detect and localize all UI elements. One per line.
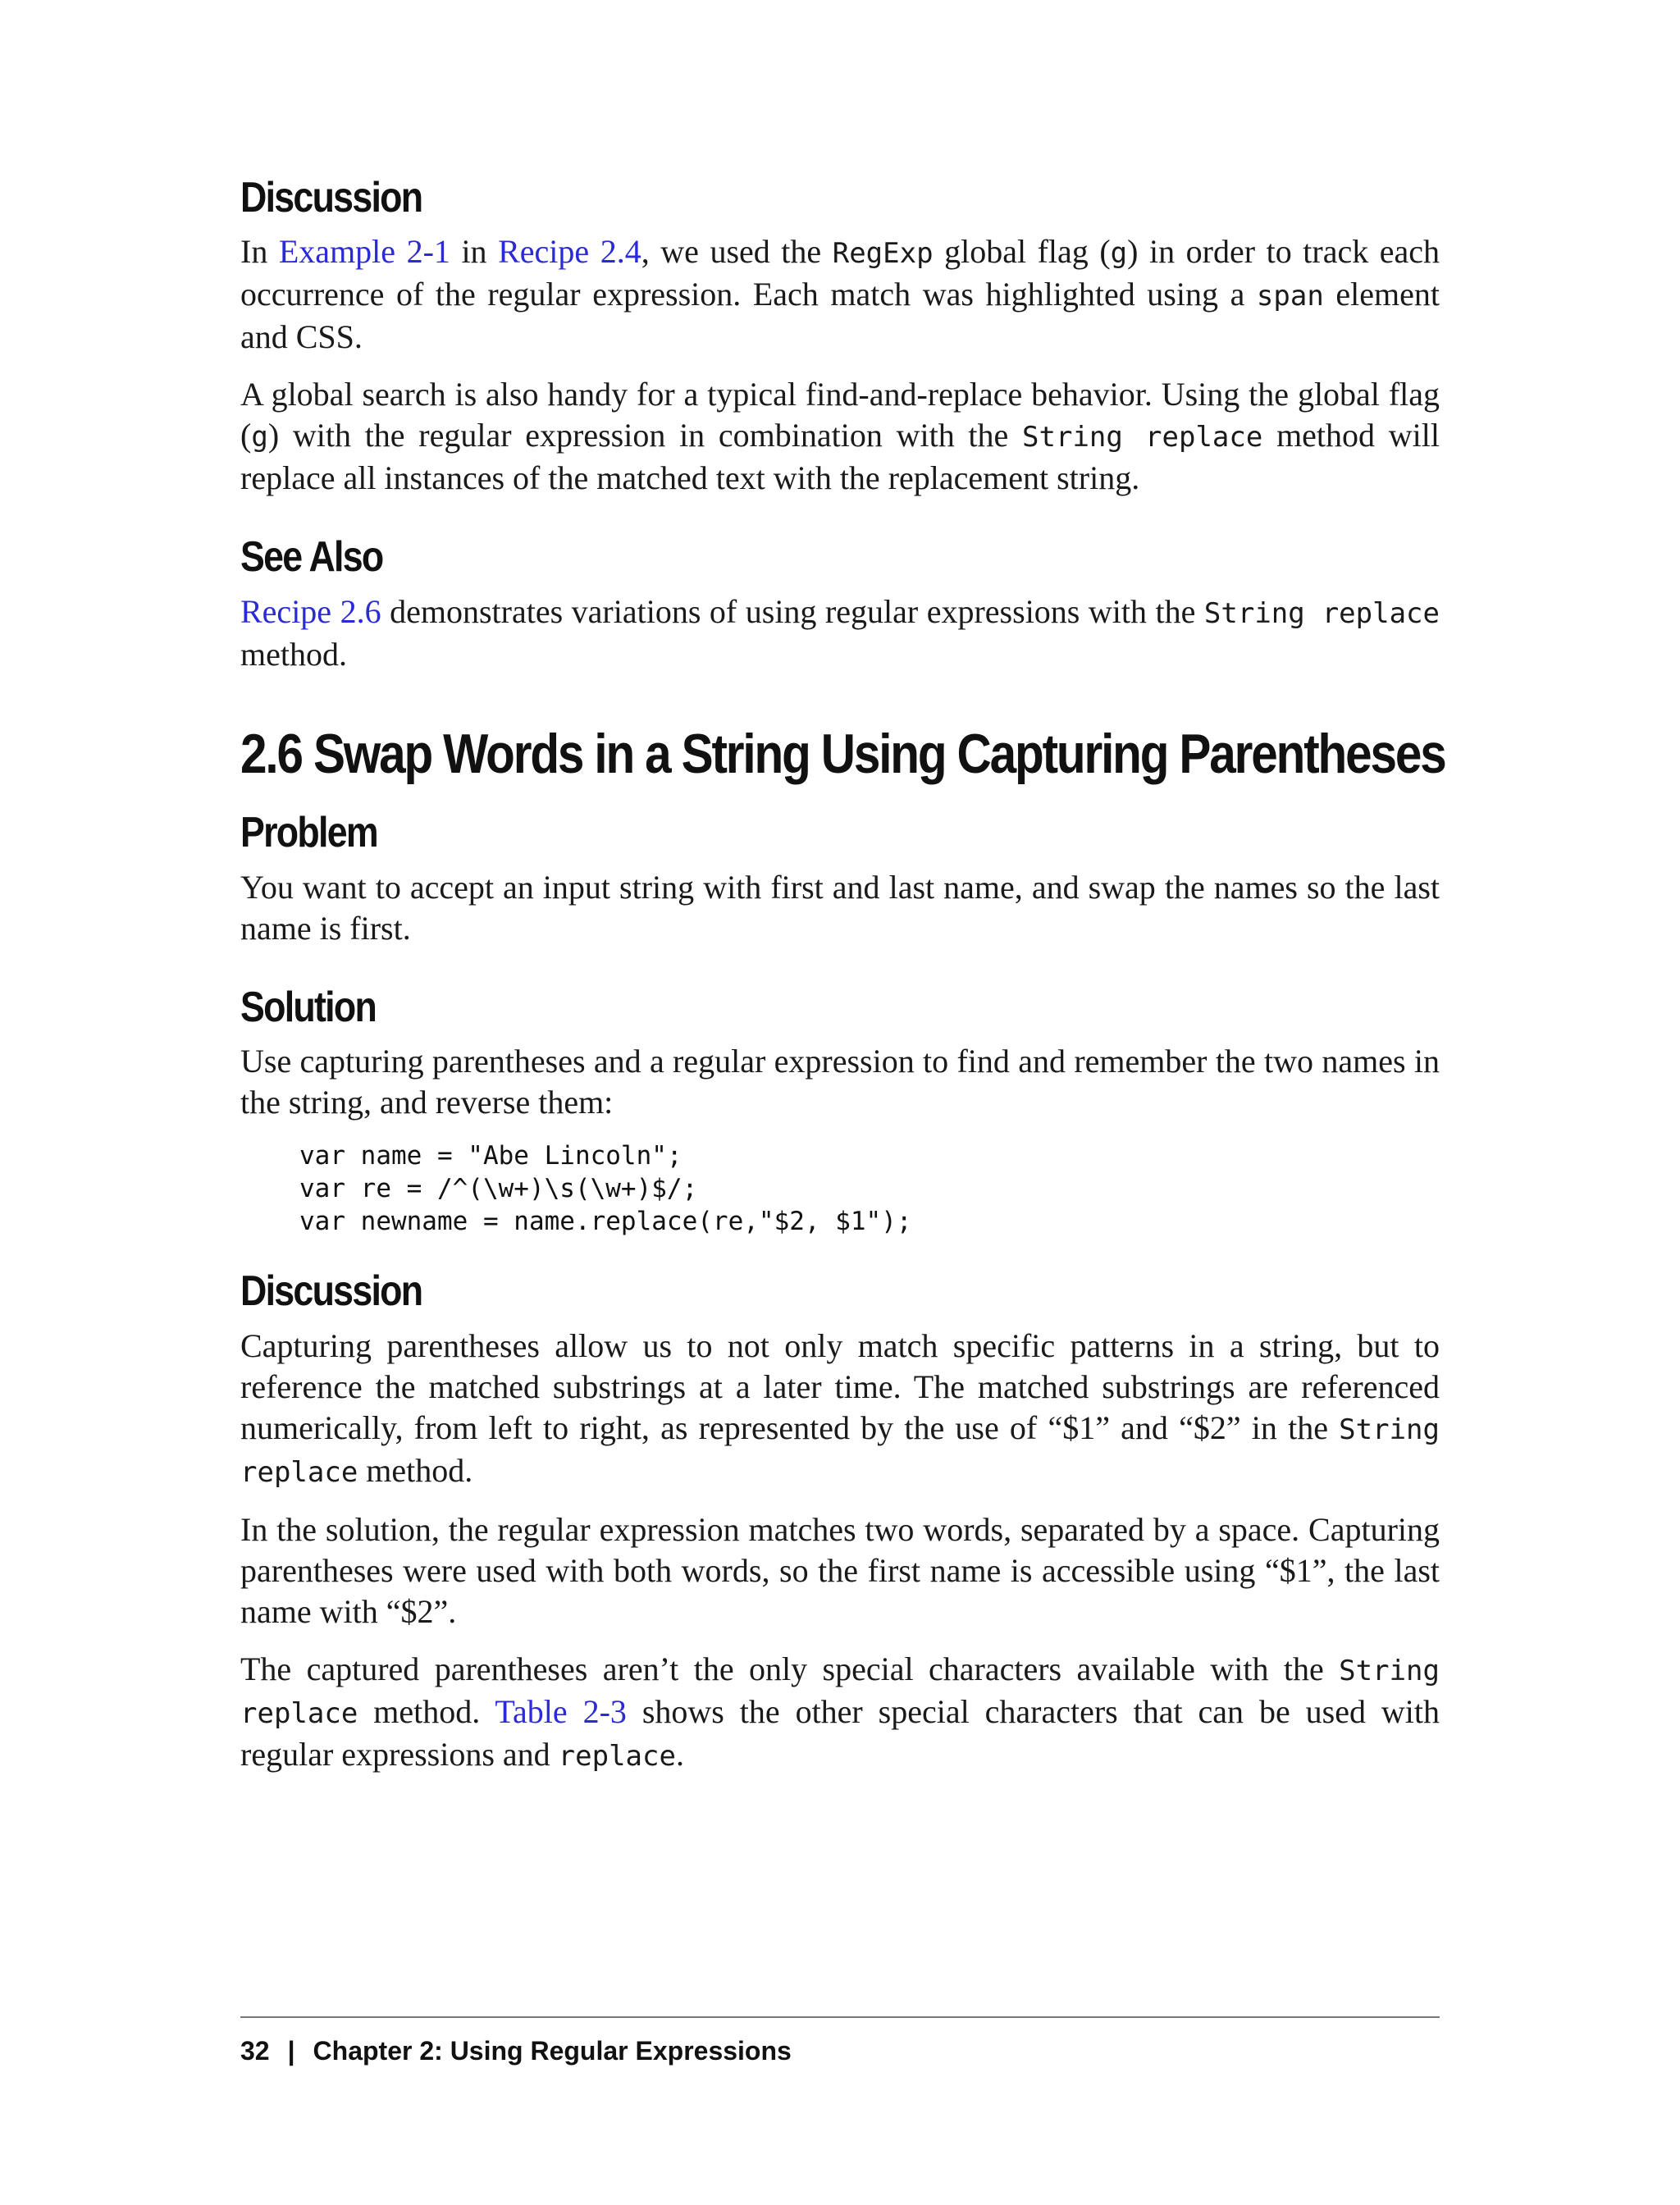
text: shows the other special characters that can be used with regular expressions and bbox=[240, 1692, 1440, 1773]
inline-code: g bbox=[1110, 237, 1128, 271]
section-heading-discussion: Discussion bbox=[240, 174, 422, 221]
text: method. bbox=[240, 635, 347, 673]
code-block: var name = "Abe Lincoln"; var re = /^(\w+)\s(\w+)$/; var newname = name.replace(re,"$2, $1"); bbox=[299, 1141, 912, 1237]
text: method. bbox=[358, 1451, 473, 1489]
see-also-section bbox=[240, 532, 1440, 674]
inline-code: String replace bbox=[1203, 596, 1440, 630]
text: , we used the bbox=[641, 233, 833, 271]
recipe-title: 2.6 Swap Words in a String Using Capturing Parentheses bbox=[240, 722, 1445, 785]
discussion2-paragraph-3 bbox=[240, 1649, 1440, 1777]
table-2-3-link[interactable]: Table 2-3 bbox=[495, 1692, 627, 1730]
text: . bbox=[675, 1735, 684, 1773]
chapter-title: Chapter 2: Using Regular Expressions bbox=[313, 2036, 792, 2066]
discussion-section-2 bbox=[240, 1266, 1440, 1776]
discussion-section-1 bbox=[240, 172, 1440, 499]
discussion-paragraph-2 bbox=[240, 374, 1440, 499]
section-heading-discussion: Discussion bbox=[240, 1267, 422, 1316]
inline-code: RegExp bbox=[832, 237, 934, 271]
inline-code: replace bbox=[558, 1739, 676, 1773]
text: ) in order to track each occurrence of the regular expression. Each match was highlighted using a bbox=[240, 233, 1440, 313]
problem-paragraph: You want to accept an input string with first and last name, and swap the names so the last name is first. bbox=[240, 868, 1440, 947]
section-heading-see-also: See Also bbox=[240, 533, 383, 582]
inline-code: String replace bbox=[240, 1654, 1440, 1730]
text: element and CSS. bbox=[240, 276, 1440, 356]
solution-section bbox=[240, 982, 1440, 1238]
text: global flag ( bbox=[933, 233, 1111, 271]
example-2-1-link[interactable]: Example 2-1 bbox=[278, 233, 450, 271]
text: A global search is also handy for a typical find-and-replace behavior. Using the global flag ( bbox=[240, 376, 1440, 454]
text: demonstrates variations of using regular expressions with the bbox=[381, 592, 1204, 630]
page-number: 32 bbox=[240, 2036, 270, 2066]
discussion2-paragraph-1 bbox=[240, 1326, 1440, 1493]
inline-code: String replace bbox=[240, 1413, 1440, 1489]
section-heading-problem: Problem bbox=[240, 809, 377, 857]
see-also-paragraph bbox=[240, 591, 1440, 675]
recipe-2-6-link[interactable]: Recipe 2.6 bbox=[240, 592, 381, 630]
footer-separator: | bbox=[287, 2036, 295, 2066]
section-heading-solution: Solution bbox=[240, 983, 377, 1031]
inline-code: span bbox=[1256, 280, 1324, 313]
inline-code: g bbox=[251, 421, 268, 454]
page-footer bbox=[240, 2016, 1440, 2066]
problem-section bbox=[240, 807, 1440, 948]
discussion-paragraph-1 bbox=[240, 231, 1440, 358]
discussion2-paragraph-2: In the solution, the regular expression matches two words, separated by a space. Capturing parentheses were used with both words, so the first name is accessible using “$1”, the last name with “$2”. bbox=[240, 1510, 1440, 1630]
text: In bbox=[240, 233, 279, 271]
inline-code: String replace bbox=[1022, 421, 1263, 454]
text: Capturing parentheses allow us to not only match specific patterns in a string, but to reference the matched substrings at a later time. The matched substrings are referenced numerically, from left to right, as represented by the use of “$1” and “$2” in the bbox=[240, 1326, 1440, 1446]
text: method will replace all instances of the matched text with the replacement string. bbox=[240, 417, 1440, 497]
text: method. bbox=[358, 1692, 495, 1730]
text: The captured parentheses aren’t the only special characters available with the bbox=[240, 1650, 1340, 1687]
text: ) with the regular expression in combination with the bbox=[267, 417, 1023, 454]
text: in bbox=[450, 233, 499, 271]
solution-paragraph: Use capturing parentheses and a regular expression to find and remember the two names in the string, and reverse them: bbox=[240, 1043, 1440, 1121]
page-content bbox=[240, 172, 1445, 1810]
recipe-2-4-link[interactable]: Recipe 2.4 bbox=[498, 233, 641, 271]
